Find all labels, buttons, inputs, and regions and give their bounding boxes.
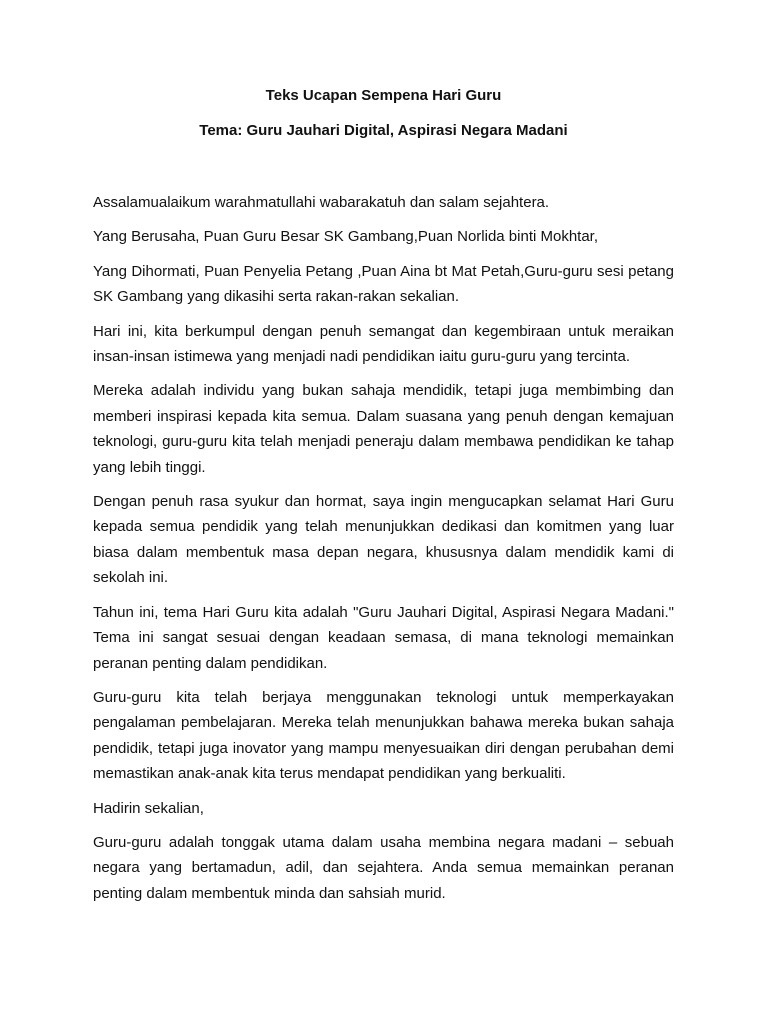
paragraph-theme: Tahun ini, tema Hari Guru kita adalah "Guru Jauhari Digital, Aspirasi Negara Madani." Tema ini sangat sesuai dengan keadaan semasa, di mana teknologi memainkan peranan penting dalam pendidikan. xyxy=(93,603,674,672)
paragraph-madani: Guru-guru adalah tonggak utama dalam usaha membina negara madani – sebuah negara yang bertamadun, adil, dan sejahtera. Anda semua memainkan peranan penting dalam membentuk minda dan sahsiah murid. xyxy=(93,833,674,902)
document-theme: Tema: Guru Jauhari Digital, Aspirasi Negara Madani xyxy=(199,122,568,139)
paragraph-gratitude: Dengan penuh rasa syukur dan hormat, saya ingin mengucapkan selamat Hari Guru kepada semua pendidik yang telah menunjukkan dedikasi dan komitmen yang luar biasa dalam membentuk masa depan negara, khususnya dalam mendidik kami di sekolah ini. xyxy=(93,493,674,587)
document-page xyxy=(93,86,674,915)
document-title: Teks Ucapan Sempena Hari Guru xyxy=(265,87,502,104)
paragraph-salutation-headmistress: Yang Berusaha, Puan Guru Besar SK Gambang,Puan Norlida binti Mokhtar, xyxy=(93,228,599,246)
paragraph-greeting: Assalamualaikum warahmatullahi wabarakatuh dan salam sejahtera. xyxy=(93,194,550,211)
paragraph-role: Mereka adalah individu yang bukan sahaja mendidik, tetapi juga membimbing dan memberi inspirasi kepada kita semua. Dalam suasana yang penuh dengan kemajuan teknologi, guru-guru kita telah menjadi peneraju dalam membawa pendidikan ke tahap yang lebih tinggi. xyxy=(93,382,674,476)
paragraph-intro: Hari ini, kita berkumpul dengan penuh semangat dan kegembiraan untuk meraikan insan-insan istimewa yang menjadi nadi pendidikan iaitu guru-guru yang tercinta. xyxy=(93,322,674,366)
paragraph-address: Hadirin sekalian, xyxy=(93,799,204,817)
paragraph-salutation-supervisor: Yang Dihormati, Puan Penyelia Petang ,Puan Aina bt Mat Petah,Guru-guru sesi petang SK Gambang yang dikasihi serta rakan-rakan sekalian. xyxy=(93,262,674,306)
paragraph-technology: Guru-guru kita telah berjaya menggunakan teknologi untuk memperkayakan pengalaman pembelajaran. Mereka telah menunjukkan bahawa mereka bukan sahaja pendidik, tetapi juga inovator yang mampu menyesuaikan diri dengan perubahan demi memastikan anak-anak kita terus mendapat pendidikan yang berkualiti. xyxy=(93,688,674,783)
